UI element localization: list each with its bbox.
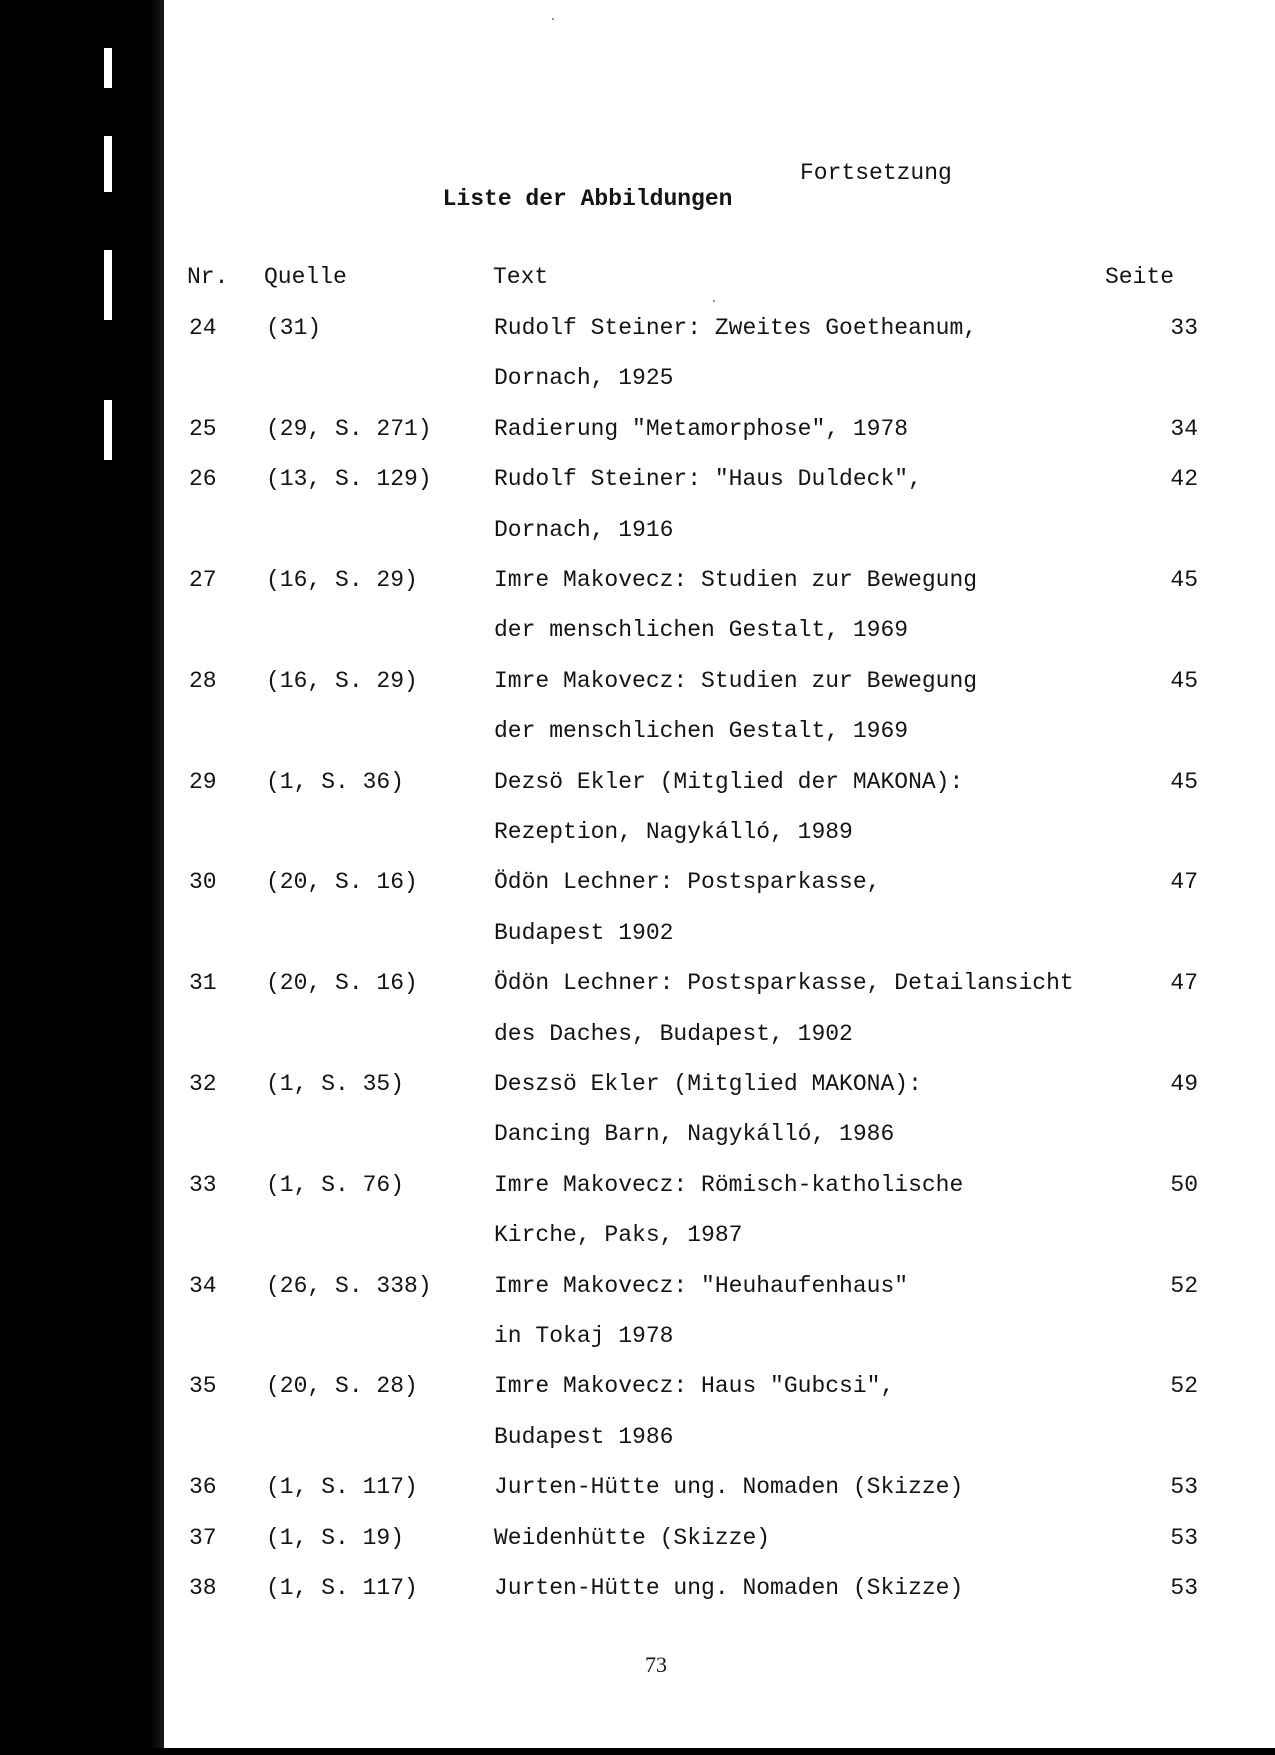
entry-text-line: Radierung "Metamorphose", 1978 — [494, 415, 909, 442]
column-header-source: Quelle — [264, 264, 347, 290]
entry-page: 52 — [1170, 1373, 1198, 1400]
figure-entry — [0, 969, 1275, 1070]
entry-text-line: Ödön Lechner: Postsparkasse, — [494, 869, 881, 896]
scan-edge-nick — [104, 250, 112, 320]
entry-source: (1, S. 117) — [266, 1574, 418, 1601]
heading-continuation: Fortsetzung — [800, 160, 952, 186]
figure-entry — [0, 1372, 1275, 1473]
entry-text-line: Dornach, 1925 — [494, 365, 674, 392]
entry-number: 34 — [189, 1272, 217, 1299]
entry-source: (13, S. 129) — [266, 466, 432, 493]
entry-number: 28 — [189, 667, 217, 694]
entry-text-line: des Daches, Budapest, 1902 — [494, 1020, 853, 1047]
entry-text-line: Rezeption, Nagykálló, 1989 — [494, 818, 853, 845]
entry-text — [494, 1070, 1144, 1171]
entry-number: 38 — [189, 1574, 217, 1601]
entry-text — [494, 1372, 1144, 1473]
entry-source: (26, S. 338) — [266, 1272, 432, 1299]
entry-text — [494, 1272, 1144, 1373]
entry-page: 42 — [1170, 466, 1198, 493]
entry-number: 26 — [189, 466, 217, 493]
entry-text-line: in Tokaj 1978 — [494, 1322, 674, 1349]
entry-text — [494, 314, 1144, 415]
entry-text-line: Dancing Barn, Nagykálló, 1986 — [494, 1121, 895, 1148]
page-heading — [415, 160, 952, 238]
entry-text — [494, 768, 1144, 869]
entry-number: 32 — [189, 1070, 217, 1097]
entry-number: 35 — [189, 1373, 217, 1400]
entry-text — [494, 1524, 1144, 1574]
scan-edge-nick — [104, 136, 112, 192]
entry-text — [494, 1473, 1144, 1523]
entry-text-line: Imre Makovecz: Studien zur Bewegung — [494, 667, 978, 694]
heading-title: Liste der Abbildungen — [442, 186, 733, 212]
entry-source: (20, S. 16) — [266, 869, 418, 896]
entry-number: 33 — [189, 1171, 217, 1198]
figure-entry — [0, 768, 1275, 869]
entry-source: (20, S. 16) — [266, 970, 418, 997]
entry-page: 53 — [1170, 1474, 1198, 1501]
page-number: 73 — [645, 1652, 667, 1677]
entry-text-line: Budapest 1986 — [494, 1423, 674, 1450]
entry-page: 34 — [1170, 415, 1198, 442]
entry-page: 45 — [1170, 566, 1198, 593]
figure-entry — [0, 1171, 1275, 1272]
entry-source: (1, S. 19) — [266, 1524, 405, 1551]
entry-number: 31 — [189, 970, 217, 997]
entry-text-line: Imre Makovecz: Studien zur Bewegung — [494, 566, 978, 593]
entry-page: 47 — [1170, 869, 1198, 896]
entry-number: 30 — [189, 869, 217, 896]
figure-entry — [0, 314, 1275, 415]
entry-text-line: Imre Makovecz: Römisch-katholische — [494, 1171, 964, 1198]
entry-text-line: Imre Makovecz: "Heuhaufenhaus" — [494, 1272, 909, 1299]
entry-text-line: Rudolf Steiner: "Haus Duldeck", — [494, 466, 922, 493]
figure-entry — [0, 465, 1275, 566]
entry-number: 37 — [189, 1524, 217, 1551]
figure-list — [0, 314, 1275, 1624]
entry-number: 29 — [189, 768, 217, 795]
entry-text-line: Dezsö Ekler (Mitglied der MAKONA): — [494, 768, 964, 795]
entry-text-line: der menschlichen Gestalt, 1969 — [494, 617, 909, 644]
entry-page: 33 — [1170, 315, 1198, 341]
entry-page: 49 — [1170, 1070, 1198, 1097]
scan-speck — [713, 300, 715, 302]
entry-text — [494, 868, 1144, 969]
entry-text-line: Deszsö Ekler (Mitglied MAKONA): — [494, 1070, 922, 1097]
entry-text-line: Imre Makovecz: Haus "Gubcsi", — [494, 1373, 895, 1400]
figure-entry — [0, 415, 1275, 465]
column-header-page: Seite — [1105, 264, 1175, 290]
entry-text-line: Ödön Lechner: Postsparkasse, Detailansicht — [494, 970, 1074, 997]
entry-text-line: der menschlichen Gestalt, 1969 — [494, 718, 909, 745]
figure-entry — [0, 566, 1275, 667]
entry-source: (1, S. 76) — [266, 1171, 405, 1198]
entry-source: (29, S. 271) — [266, 415, 432, 442]
entry-source: (1, S. 36) — [266, 768, 405, 795]
entry-page: 45 — [1170, 667, 1198, 694]
entry-page: 53 — [1170, 1524, 1198, 1551]
scan-bottom-edge — [150, 1748, 1275, 1755]
entry-page: 50 — [1170, 1171, 1198, 1198]
entry-number: 25 — [189, 415, 217, 442]
figure-entry — [0, 1524, 1275, 1574]
entry-source: (31) — [266, 315, 322, 341]
entry-text — [494, 667, 1144, 768]
entry-text — [494, 969, 1144, 1070]
entry-number: 24 — [189, 315, 217, 341]
figure-entry — [0, 868, 1275, 969]
entry-number: 27 — [189, 566, 217, 593]
entry-text-line: Jurten-Hütte ung. Nomaden (Skizze) — [494, 1474, 964, 1501]
entry-text-line: Dornach, 1916 — [494, 516, 674, 543]
scan-edge-nick — [104, 48, 112, 88]
entry-number: 36 — [189, 1474, 217, 1501]
figure-entry — [0, 667, 1275, 768]
entry-text — [494, 465, 1144, 566]
entry-page: 52 — [1170, 1272, 1198, 1299]
entry-source: (1, S. 35) — [266, 1070, 405, 1097]
entry-text — [494, 566, 1144, 667]
entry-text-line: Budapest 1902 — [494, 919, 674, 946]
figure-entry — [0, 1574, 1275, 1624]
entry-text-line: Kirche, Paks, 1987 — [494, 1222, 743, 1249]
entry-text — [494, 1574, 1144, 1624]
column-header-nr: Nr. — [187, 264, 229, 290]
figure-entry — [0, 1070, 1275, 1171]
entry-text-line: Jurten-Hütte ung. Nomaden (Skizze) — [494, 1574, 964, 1601]
entry-source: (16, S. 29) — [266, 667, 418, 694]
entry-source: (16, S. 29) — [266, 566, 418, 593]
entry-text-line: Rudolf Steiner: Zweites Goetheanum, — [494, 315, 978, 341]
column-header-text: Text — [493, 264, 549, 290]
figure-entry — [0, 1272, 1275, 1373]
scan-speck — [552, 18, 554, 20]
entry-page: 53 — [1170, 1574, 1198, 1601]
figure-entry — [0, 1473, 1275, 1523]
entry-text — [494, 1171, 1144, 1272]
entry-source: (20, S. 28) — [266, 1373, 418, 1400]
entry-text-line: Weidenhütte (Skizze) — [494, 1524, 771, 1551]
entry-page: 47 — [1170, 970, 1198, 997]
entry-text — [494, 415, 1144, 465]
entry-source: (1, S. 117) — [266, 1474, 418, 1501]
entry-page: 45 — [1170, 768, 1198, 795]
